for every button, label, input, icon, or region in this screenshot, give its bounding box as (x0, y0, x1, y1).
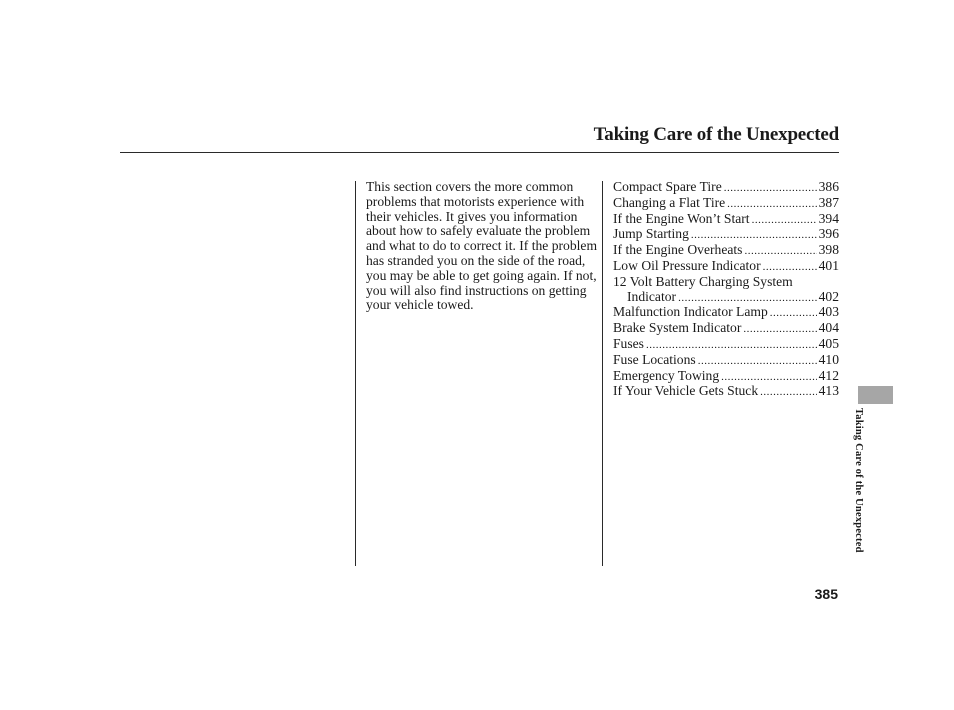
toc-leader-dots (678, 291, 817, 306)
toc-entry-label: Brake System Indicator (613, 320, 742, 336)
toc-leader-dots (721, 370, 816, 385)
section-tab-marker (858, 386, 893, 404)
toc-entry-label: Fuse Locations (613, 351, 696, 367)
toc-leader-dots (770, 306, 817, 321)
toc-entry-engine-overheats[interactable] (613, 243, 839, 259)
toc-entry-fuses[interactable] (613, 337, 839, 353)
left-column-divider (355, 181, 356, 566)
toc-entry-fuse-locations[interactable] (613, 353, 839, 369)
page-number: 385 (814, 586, 838, 602)
toc-entry-page: 394 (818, 210, 839, 226)
toc-entry-brake-system-indicator[interactable] (613, 321, 839, 337)
toc-entry-emergency-towing[interactable] (613, 369, 839, 385)
toc-entry-page: 401 (818, 257, 839, 273)
toc-entry-vehicle-gets-stuck[interactable] (613, 384, 839, 400)
toc-entry-page: 396 (818, 226, 839, 242)
toc-entry-page: 412 (818, 367, 839, 383)
toc-leader-dots (727, 197, 816, 212)
toc-entry-page: 405 (818, 335, 839, 351)
toc-entry-page: 410 (818, 351, 839, 367)
toc-entry-jump-starting[interactable] (613, 227, 839, 243)
toc-entry-page: 386 (818, 179, 839, 194)
toc-leader-dots (752, 213, 817, 228)
toc-leader-dots (691, 228, 817, 243)
middle-column-divider (602, 181, 603, 566)
toc-entry-label: Changing a Flat Tire (613, 194, 726, 210)
page-title: Taking Care of the Unexpected (593, 124, 839, 145)
toc-entry-label: If the Engine Won’t Start (613, 210, 750, 226)
toc-leader-dots (763, 260, 817, 275)
section-tab-label: Taking Care of the Unexpected (853, 408, 864, 553)
toc-entry-low-oil-pressure[interactable] (613, 259, 839, 275)
toc-leader-dots (743, 322, 816, 337)
toc-leader-dots (744, 244, 816, 259)
toc-entry-label: Compact Spare Tire (613, 179, 722, 194)
toc-entry-label: 12 Volt Battery Charging System (613, 273, 793, 289)
toc-entry-label: Emergency Towing (613, 367, 720, 383)
toc-entry-engine-wont-start[interactable] (613, 212, 839, 228)
toc-leader-dots (698, 354, 817, 369)
toc-leader-dots (646, 338, 817, 353)
toc-entry-label: Malfunction Indicator Lamp (613, 304, 768, 320)
toc-leader-dots (724, 181, 817, 196)
toc-entry-page: 387 (818, 194, 839, 210)
toc-entry-label: If Your Vehicle Gets Stuck (613, 383, 759, 399)
toc-entry-battery-charging-system[interactable] (613, 275, 839, 290)
section-intro-text: This section covers the more common problems that motorists experience with their vehicles. It gives you information about how to safely evaluate the problem and what to do to correct it. If the problem has stranded you on the side of the road, you may be able to get going again. If not, you will also find instructions on getting your vehicle towed. (366, 179, 598, 313)
table-of-contents (613, 180, 839, 400)
toc-leader-dots (760, 385, 816, 400)
toc-entry-page: 398 (818, 242, 839, 258)
toc-entry-page: 403 (818, 304, 839, 320)
toc-entry-label: Jump Starting (613, 226, 689, 242)
toc-entry-battery-charging-indicator[interactable] (613, 290, 839, 306)
toc-entry-label: Low Oil Pressure Indicator (613, 257, 761, 273)
toc-entry-page: 402 (818, 288, 839, 304)
header-divider (120, 152, 839, 153)
toc-entry-page: 413 (818, 383, 839, 399)
toc-entry-changing-flat-tire[interactable] (613, 196, 839, 212)
toc-entry-compact-spare-tire[interactable] (613, 180, 839, 196)
toc-entry-label: Indicator (627, 288, 677, 304)
toc-entry-malfunction-indicator-lamp[interactable] (613, 305, 839, 321)
toc-entry-page: 404 (818, 320, 839, 336)
toc-entry-label: If the Engine Overheats (613, 242, 743, 258)
toc-entry-label: Fuses (613, 335, 644, 351)
